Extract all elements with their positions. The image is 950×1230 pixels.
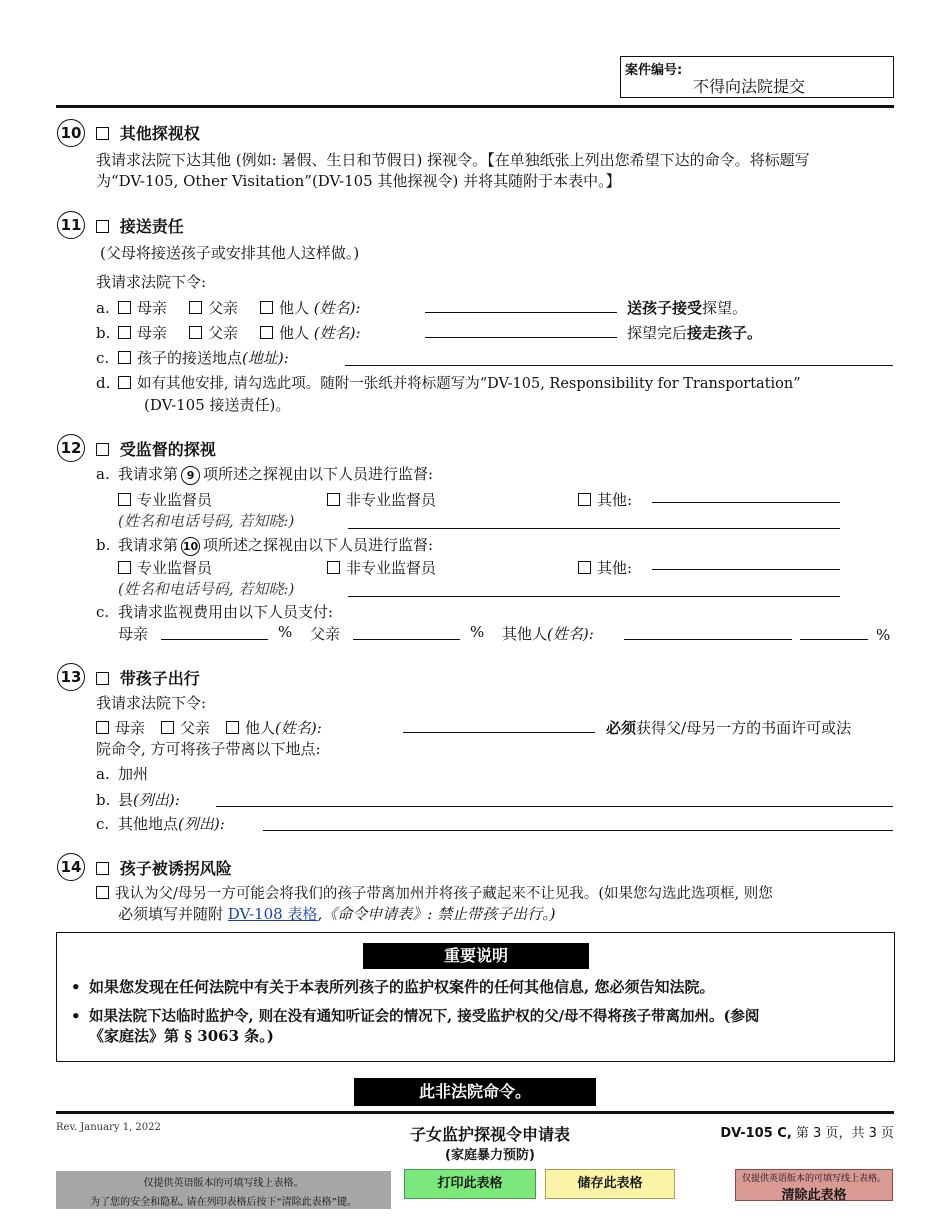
- section-10-title: 其他探视权: [119, 124, 200, 143]
- section-11-number: 11: [57, 211, 85, 239]
- other-supervisor-label: 其他:: [597, 559, 633, 577]
- section-10-number: 10: [57, 119, 85, 147]
- section-11-request: 我请求法院下令:: [96, 273, 207, 291]
- section-12-checkbox[interactable]: [96, 443, 109, 456]
- footer-rule: [56, 1111, 894, 1114]
- section-12c-father-field[interactable]: [353, 639, 460, 640]
- clear-form-label: 清除此表格: [781, 1188, 847, 1203]
- other-checkbox[interactable]: [260, 301, 273, 314]
- section-11-note: (父母将接送孩子或安排其他人这样做。): [100, 244, 360, 262]
- list-hint: (列出):: [133, 791, 180, 809]
- address-hint: (地址):: [242, 349, 289, 367]
- section-12c-mother-label: 母亲: [118, 625, 149, 643]
- other-arrangement-text: 如有其他安排, 请勾选此项。随附一张纸并将标题写为“DV-105, Responsibility for Transportation”: [137, 376, 801, 392]
- section-12c-father-percent: %: [470, 623, 485, 641]
- request-prefix: 我请求第: [118, 536, 179, 554]
- section-12c-mother-field[interactable]: [161, 639, 268, 640]
- section-13b-row: [96, 789, 180, 810]
- request-prefix: 我请求第: [118, 465, 179, 483]
- privacy-notice-line-2: 为了您的安全和隐私, 请在列印表格后按下“清除此表格”键。: [90, 1197, 357, 1208]
- section-11a-row: [96, 297, 361, 318]
- section-12c-other-percent: %: [876, 626, 891, 644]
- section-14-number: 14: [57, 853, 85, 881]
- form-id-page: [720, 1122, 894, 1141]
- other-label: 他人: [279, 324, 310, 342]
- section-12-header: [96, 437, 216, 460]
- drop-off-bold: 送孩子接受: [627, 299, 703, 317]
- other-checkbox[interactable]: [226, 721, 239, 734]
- father-label: 父亲: [208, 299, 239, 317]
- item-letter: c.: [96, 349, 110, 367]
- abduction-risk-checkbox[interactable]: [96, 886, 109, 899]
- page-info: 第 3 页，共 3 页: [795, 1126, 894, 1141]
- attach-suffix: ,《命令申请表》: 禁止带孩子出行。): [317, 905, 556, 923]
- section-12c-mother-percent: %: [278, 623, 293, 641]
- section-13-line2: 院命令, 方可将孩子带离以下地点:: [96, 740, 321, 758]
- section-11b-after: [627, 322, 762, 343]
- section-10-text-1: 我请求法院下达其他 (例如: 暑假、生日和节假日) 探视令。【在单独纸张上列出您希望下达的命令。将标题写: [96, 151, 810, 169]
- important-bullet-2: • 如果法院下达临时监护令, 则在没有通知听证会的情况下, 接受监护权的父/母不得将孩子带离加州。(参阅: [71, 1007, 760, 1025]
- item-letter: b.: [96, 791, 111, 809]
- father-checkbox[interactable]: [189, 301, 202, 314]
- section-12b-other-field[interactable]: [652, 569, 840, 570]
- pick-up-bold: 接走孩子。: [687, 324, 763, 342]
- section-11b-name-field[interactable]: [425, 337, 617, 338]
- must-bold: 必须: [606, 719, 637, 737]
- section-12b-name-phone-field[interactable]: [348, 596, 840, 597]
- important-bullet-2-line-2: 《家庭法》第 § 3063 条。): [89, 1027, 274, 1045]
- section-12c-row: [96, 601, 333, 622]
- item-reference: 10: [181, 537, 200, 556]
- name-hint: (姓名):: [313, 299, 361, 317]
- item-letter: d.: [96, 374, 111, 392]
- section-13-name-field[interactable]: [403, 732, 595, 733]
- other-checkbox[interactable]: [260, 326, 273, 339]
- other-supervisor-checkbox[interactable]: [578, 561, 591, 574]
- save-form-button[interactable]: 储存此表格: [545, 1169, 675, 1199]
- attach-prefix: 必须填写并随附: [118, 905, 224, 923]
- section-13-title: 带孩子出行: [119, 669, 200, 688]
- section-12-number: 12: [57, 434, 85, 462]
- section-13-checkbox[interactable]: [96, 672, 109, 685]
- section-12a-row: [96, 463, 433, 485]
- form-subtitle: (家庭暴力预防): [445, 1148, 535, 1163]
- fees-request-text: 我请求监视费用由以下人员支付:: [118, 603, 334, 621]
- father-checkbox[interactable]: [161, 721, 174, 734]
- mother-checkbox[interactable]: [118, 301, 131, 314]
- section-11b-row: [96, 322, 361, 343]
- privacy-notice: [56, 1171, 391, 1209]
- important-bullet-2-text: 如果法院下达临时监护令, 则在没有通知听证会的情况下, 接受监护权的父/母不得将孩子带离加州。(参阅: [89, 1008, 760, 1025]
- section-13c-field[interactable]: [263, 830, 893, 831]
- clear-form-button[interactable]: [735, 1169, 893, 1201]
- item-letter: c.: [96, 815, 110, 833]
- case-number-box: [620, 56, 894, 98]
- section-12c-other-name-field[interactable]: [624, 639, 792, 640]
- section-12b-name-phone-hint: (姓名和电话号码, 若知晓:): [118, 580, 295, 598]
- mother-checkbox[interactable]: [118, 326, 131, 339]
- section-12-title: 受监督的探视: [119, 440, 216, 459]
- form-title: 子女监护探视令申请表: [409, 1125, 570, 1144]
- case-number-label: 案件编号:: [625, 63, 683, 78]
- exchange-location-checkbox[interactable]: [118, 351, 131, 364]
- important-notice-title: 重要说明: [363, 943, 589, 969]
- request-suffix: 项所述之探视由以下人员进行监督:: [203, 465, 434, 483]
- list-hint: (列出):: [178, 815, 225, 833]
- father-checkbox[interactable]: [189, 326, 202, 339]
- father-label: 父亲: [180, 719, 211, 737]
- section-13-parties-row: [96, 717, 322, 738]
- section-11a-after: [627, 297, 747, 318]
- other-label: 他人: [245, 719, 276, 737]
- section-12a-options: [118, 489, 632, 510]
- must-rest: 获得父/母另一方的书面许可或法: [636, 719, 852, 737]
- exchange-location-label: 孩子的接送地点: [137, 349, 243, 367]
- section-12c-father-label: 父亲: [310, 625, 341, 643]
- section-13a-row: [96, 763, 148, 784]
- pick-up-plain: 探望完后: [627, 324, 688, 342]
- section-12b-options: [118, 557, 632, 578]
- section-11-checkbox[interactable]: [96, 220, 109, 233]
- mother-label: 母亲: [115, 719, 146, 737]
- item-letter: c.: [96, 603, 110, 621]
- important-bullet-1-text: 如果您发现在任何法院中有关于本表所列孩子的监护权案件的任何其他信息, 您必须告知法院。: [89, 978, 715, 996]
- section-11d-text-2: (DV-105 接送责任)。: [144, 396, 291, 414]
- section-13-header: [96, 666, 200, 689]
- section-12a-other-field[interactable]: [652, 502, 840, 503]
- county-label: 县: [118, 791, 134, 809]
- dv-108-form-link[interactable]: DV-108 表格: [227, 905, 318, 923]
- california-label: 加州: [118, 765, 149, 783]
- nonprofessional-supervisor-checkbox[interactable]: [327, 561, 340, 574]
- name-hint: (姓名):: [547, 625, 594, 643]
- drop-off-tail: 探望。: [702, 299, 748, 317]
- mother-label: 母亲: [137, 299, 168, 317]
- section-13-must-text: [606, 717, 851, 738]
- section-11-header: [96, 214, 184, 237]
- section-11c-row: [96, 347, 289, 368]
- section-12a-name-phone-hint: (姓名和电话号码, 若知晓:): [118, 512, 295, 530]
- mother-checkbox[interactable]: [96, 721, 109, 734]
- section-14-row-1: [96, 882, 773, 903]
- section-11c-address-field[interactable]: [345, 365, 893, 366]
- other-supervisor-checkbox[interactable]: [578, 493, 591, 506]
- section-14-checkbox[interactable]: [96, 862, 109, 875]
- item-letter: a.: [96, 465, 110, 483]
- item-letter: b.: [96, 536, 111, 554]
- section-11d-row: [96, 372, 801, 393]
- section-14-title: 孩子被诱拐风险: [119, 859, 232, 878]
- header-rule: [56, 105, 894, 108]
- abduction-risk-text: 我认为父/母另一方可能会将我们的孩子带离加州并将孩子藏起来不让见我。(如果您勾选此选项框, 则您: [115, 886, 773, 902]
- item-letter: b.: [96, 324, 111, 342]
- father-label: 父亲: [208, 324, 239, 342]
- name-hint: (姓名):: [313, 324, 361, 342]
- section-14-row-2: [118, 903, 555, 924]
- other-places-label: 其他地点: [118, 815, 179, 833]
- section-12c-other-percent-field[interactable]: [800, 639, 868, 640]
- privacy-notice-line-1: 仅提供英语版本的可填写线上表格。: [143, 1178, 304, 1189]
- section-10-checkbox[interactable]: [96, 127, 109, 140]
- not-court-order-banner: 此非法院命令。: [354, 1078, 596, 1106]
- professional-supervisor-checkbox[interactable]: [118, 561, 131, 574]
- case-number-value: 不得向法院提交: [693, 77, 806, 96]
- section-12b-row: [96, 534, 433, 556]
- nonprofessional-supervisor-checkbox[interactable]: [327, 493, 340, 506]
- professional-supervisor-label: 专业监督员: [137, 559, 213, 577]
- form-id: DV-105 C,: [720, 1126, 792, 1141]
- section-11-title: 接送责任: [119, 217, 184, 236]
- nonprofessional-supervisor-label: 非专业监督员: [346, 491, 437, 509]
- revision-date: Rev. January 1, 2022: [56, 1122, 161, 1133]
- professional-supervisor-label: 专业监督员: [137, 491, 213, 509]
- important-notice-box: [56, 932, 895, 1062]
- clear-form-note: 仅提供英语版本的可填写线上表格。: [741, 1174, 886, 1184]
- section-10-text-2: 为“DV-105, Other Visitation”(DV-105 其他探视令) 并将其随附于本表中。】: [96, 172, 621, 190]
- other-supervisor-label: 其他:: [597, 491, 633, 509]
- section-11a-name-field[interactable]: [425, 312, 617, 313]
- item-letter: a.: [96, 299, 110, 317]
- section-13-request: 我请求法院下令:: [96, 694, 207, 712]
- other-label: 他人: [279, 299, 310, 317]
- section-14-header: [96, 856, 232, 879]
- section-13-number: 13: [57, 663, 85, 691]
- section-10-header: [96, 121, 200, 144]
- important-bullet-1: • 如果您发现在任何法院中有关于本表所列孩子的监护权案件的任何其他信息, 您必须告知法院。: [71, 978, 715, 996]
- other-arrangement-checkbox[interactable]: [118, 376, 131, 389]
- name-hint: (姓名):: [275, 719, 322, 737]
- section-12a-name-phone-field[interactable]: [348, 528, 840, 529]
- professional-supervisor-checkbox[interactable]: [118, 493, 131, 506]
- section-12c-other-label: [502, 623, 594, 644]
- request-suffix: 项所述之探视由以下人员进行监督:: [203, 536, 434, 554]
- mother-label: 母亲: [137, 324, 168, 342]
- section-13b-field[interactable]: [216, 806, 893, 807]
- item-reference: 9: [181, 466, 200, 485]
- print-form-button[interactable]: 打印此表格: [404, 1169, 536, 1199]
- other-label: 其他人: [502, 625, 548, 643]
- section-13c-row: [96, 813, 225, 834]
- item-letter: a.: [96, 765, 110, 783]
- nonprofessional-supervisor-label: 非专业监督员: [346, 559, 437, 577]
